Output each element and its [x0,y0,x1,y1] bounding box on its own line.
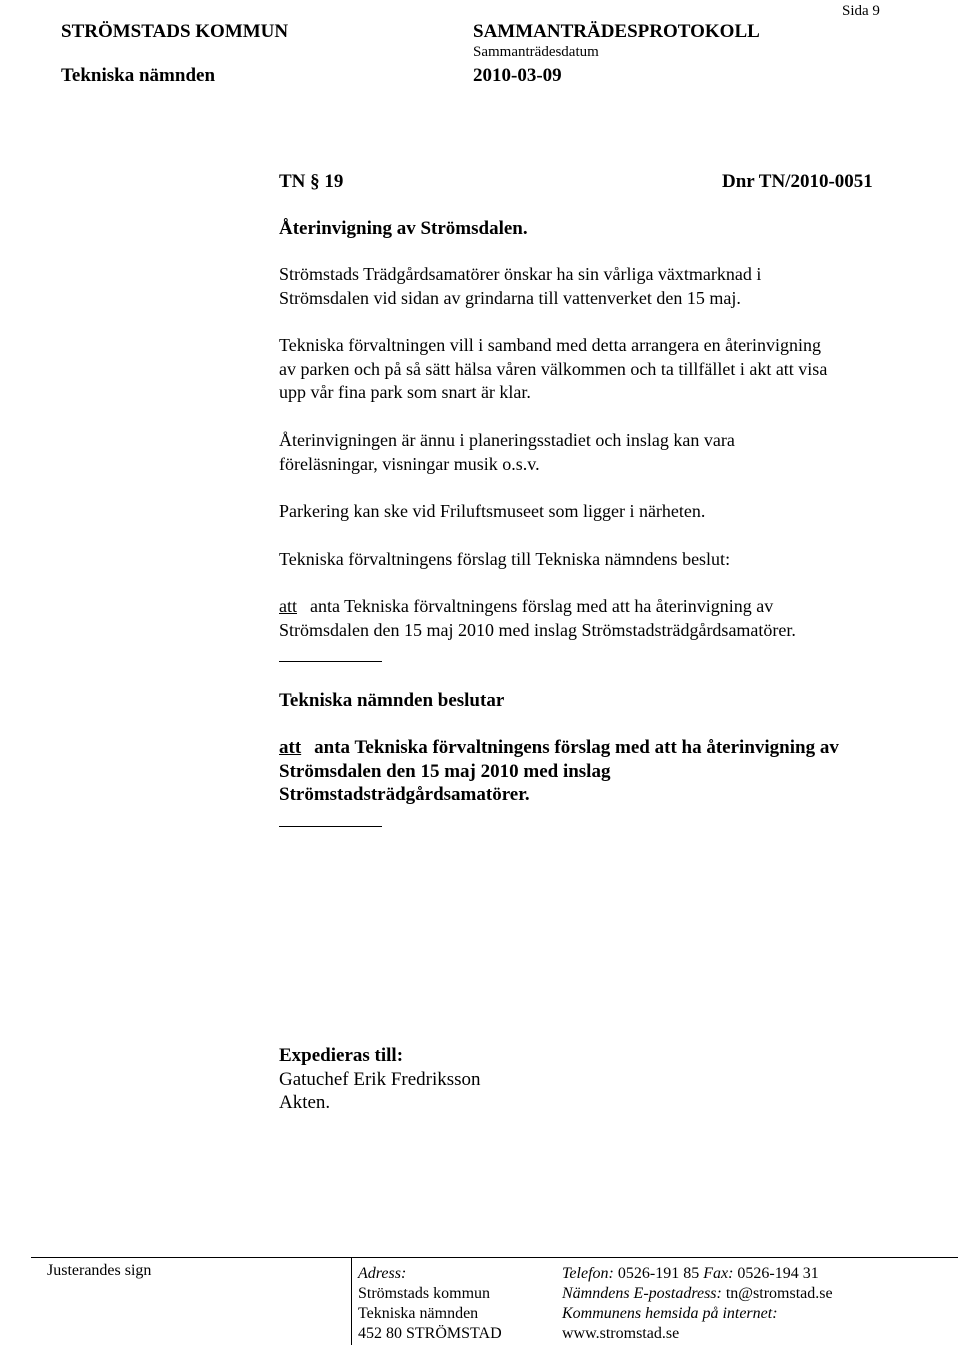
item-number: TN § 19 [279,171,344,192]
decision-heading: Tekniska nämnden beslutar [279,690,505,711]
municipality-name: STRÖMSTADS KOMMUN [61,21,289,42]
paragraph-2 [279,334,827,405]
paragraph-4 [279,500,705,524]
paragraph-line: föreläsningar, visningar musik o.s.v. [279,453,540,474]
proposal-heading: Tekniska förvaltningens förslag till Tekniska nämndens beslut: [279,549,731,569]
paragraph-line: Strömstads Trädgårdsamatörer önskar ha sin vårliga växtmarknad i [279,264,762,284]
fax-label: Fax: [703,1265,734,1282]
dispatch-block [279,1044,481,1115]
footer-contact [562,1264,833,1344]
decision-att: att [279,737,302,758]
decision-line: Strömstadsträdgårdsamatörer. [279,784,530,805]
address-line: 452 80 STRÖMSTAD [358,1325,502,1342]
paragraph-line: Tekniska förvaltningen vill i samband med detta arrangera en återinvigning [279,335,822,355]
address-line: Tekniska nämnden [358,1305,479,1322]
item-title: Återinvigning av Strömsdalen. [279,218,528,239]
protocol-title: SAMMANTRÄDESPROTOKOLL [473,21,760,42]
dispatch-heading: Expedieras till: [279,1045,404,1066]
paragraph-3 [279,429,735,476]
address-line: Strömstads kommun [358,1285,491,1302]
proposal-att: att [279,596,297,616]
proposal-line: Strömsdalen den 15 maj 2010 med inslag Strömstadsträdgårdsamatörer. [279,619,796,640]
email-label: Nämndens E-postadress: [562,1285,722,1302]
proposal-block [279,595,796,642]
dispatch-recipient: Akten. [279,1092,331,1113]
web-address[interactable]: www.stromstad.se [562,1325,680,1342]
paragraph-line: av parken och på så sätt hälsa våren välkommen och ta tillfället i akt att visa [279,358,828,379]
decision-line: Strömsdalen den 15 maj 2010 med inslag [279,760,611,782]
sign-label: Justerandes sign [47,1262,152,1279]
paragraph-line: Parkering kan ske vid Friluftsmuseet som ligger i närheten. [279,501,706,521]
meeting-date: 2010-03-09 [473,65,562,86]
proposal-line: anta Tekniska förvaltningens förslag med att ha återinvigning av [310,596,774,616]
footer-rule [31,1257,958,1258]
phone-number: 0526-191 85 [617,1265,700,1282]
email-address[interactable]: tn@stromstad.se [725,1285,833,1302]
paragraph-line: Strömsdalen vid sidan av grindarna till vattenverket den 15 maj. [279,287,741,308]
decision-line: anta Tekniska förvaltningens förslag med att ha återinvigning av [314,737,839,758]
web-label: Kommunens hemsida på internet: [562,1305,778,1322]
footer-divider [351,1257,352,1345]
dispatch-recipient: Gatuchef Erik Fredriksson [279,1068,481,1090]
separator-line [279,826,382,827]
page-number: Sida 9 [842,3,880,19]
decision-block [279,736,839,807]
date-label: Sammanträdesdatum [473,44,599,60]
phone-label: Telefon: [562,1265,614,1282]
paragraph-line: Återinvigningen är ännu i planeringsstadiet och inslag kan vara [279,430,735,450]
paragraph-1 [279,263,761,310]
paragraph-line: upp vår fina park som snart är klar. [279,382,531,402]
address-label: Adress: [358,1265,407,1282]
item-dnr: Dnr TN/2010-0051 [722,171,873,192]
footer-address [358,1264,502,1344]
separator-line [279,661,382,662]
committee-name: Tekniska nämnden [61,65,216,86]
fax-number: 0526-194 31 [737,1265,819,1282]
